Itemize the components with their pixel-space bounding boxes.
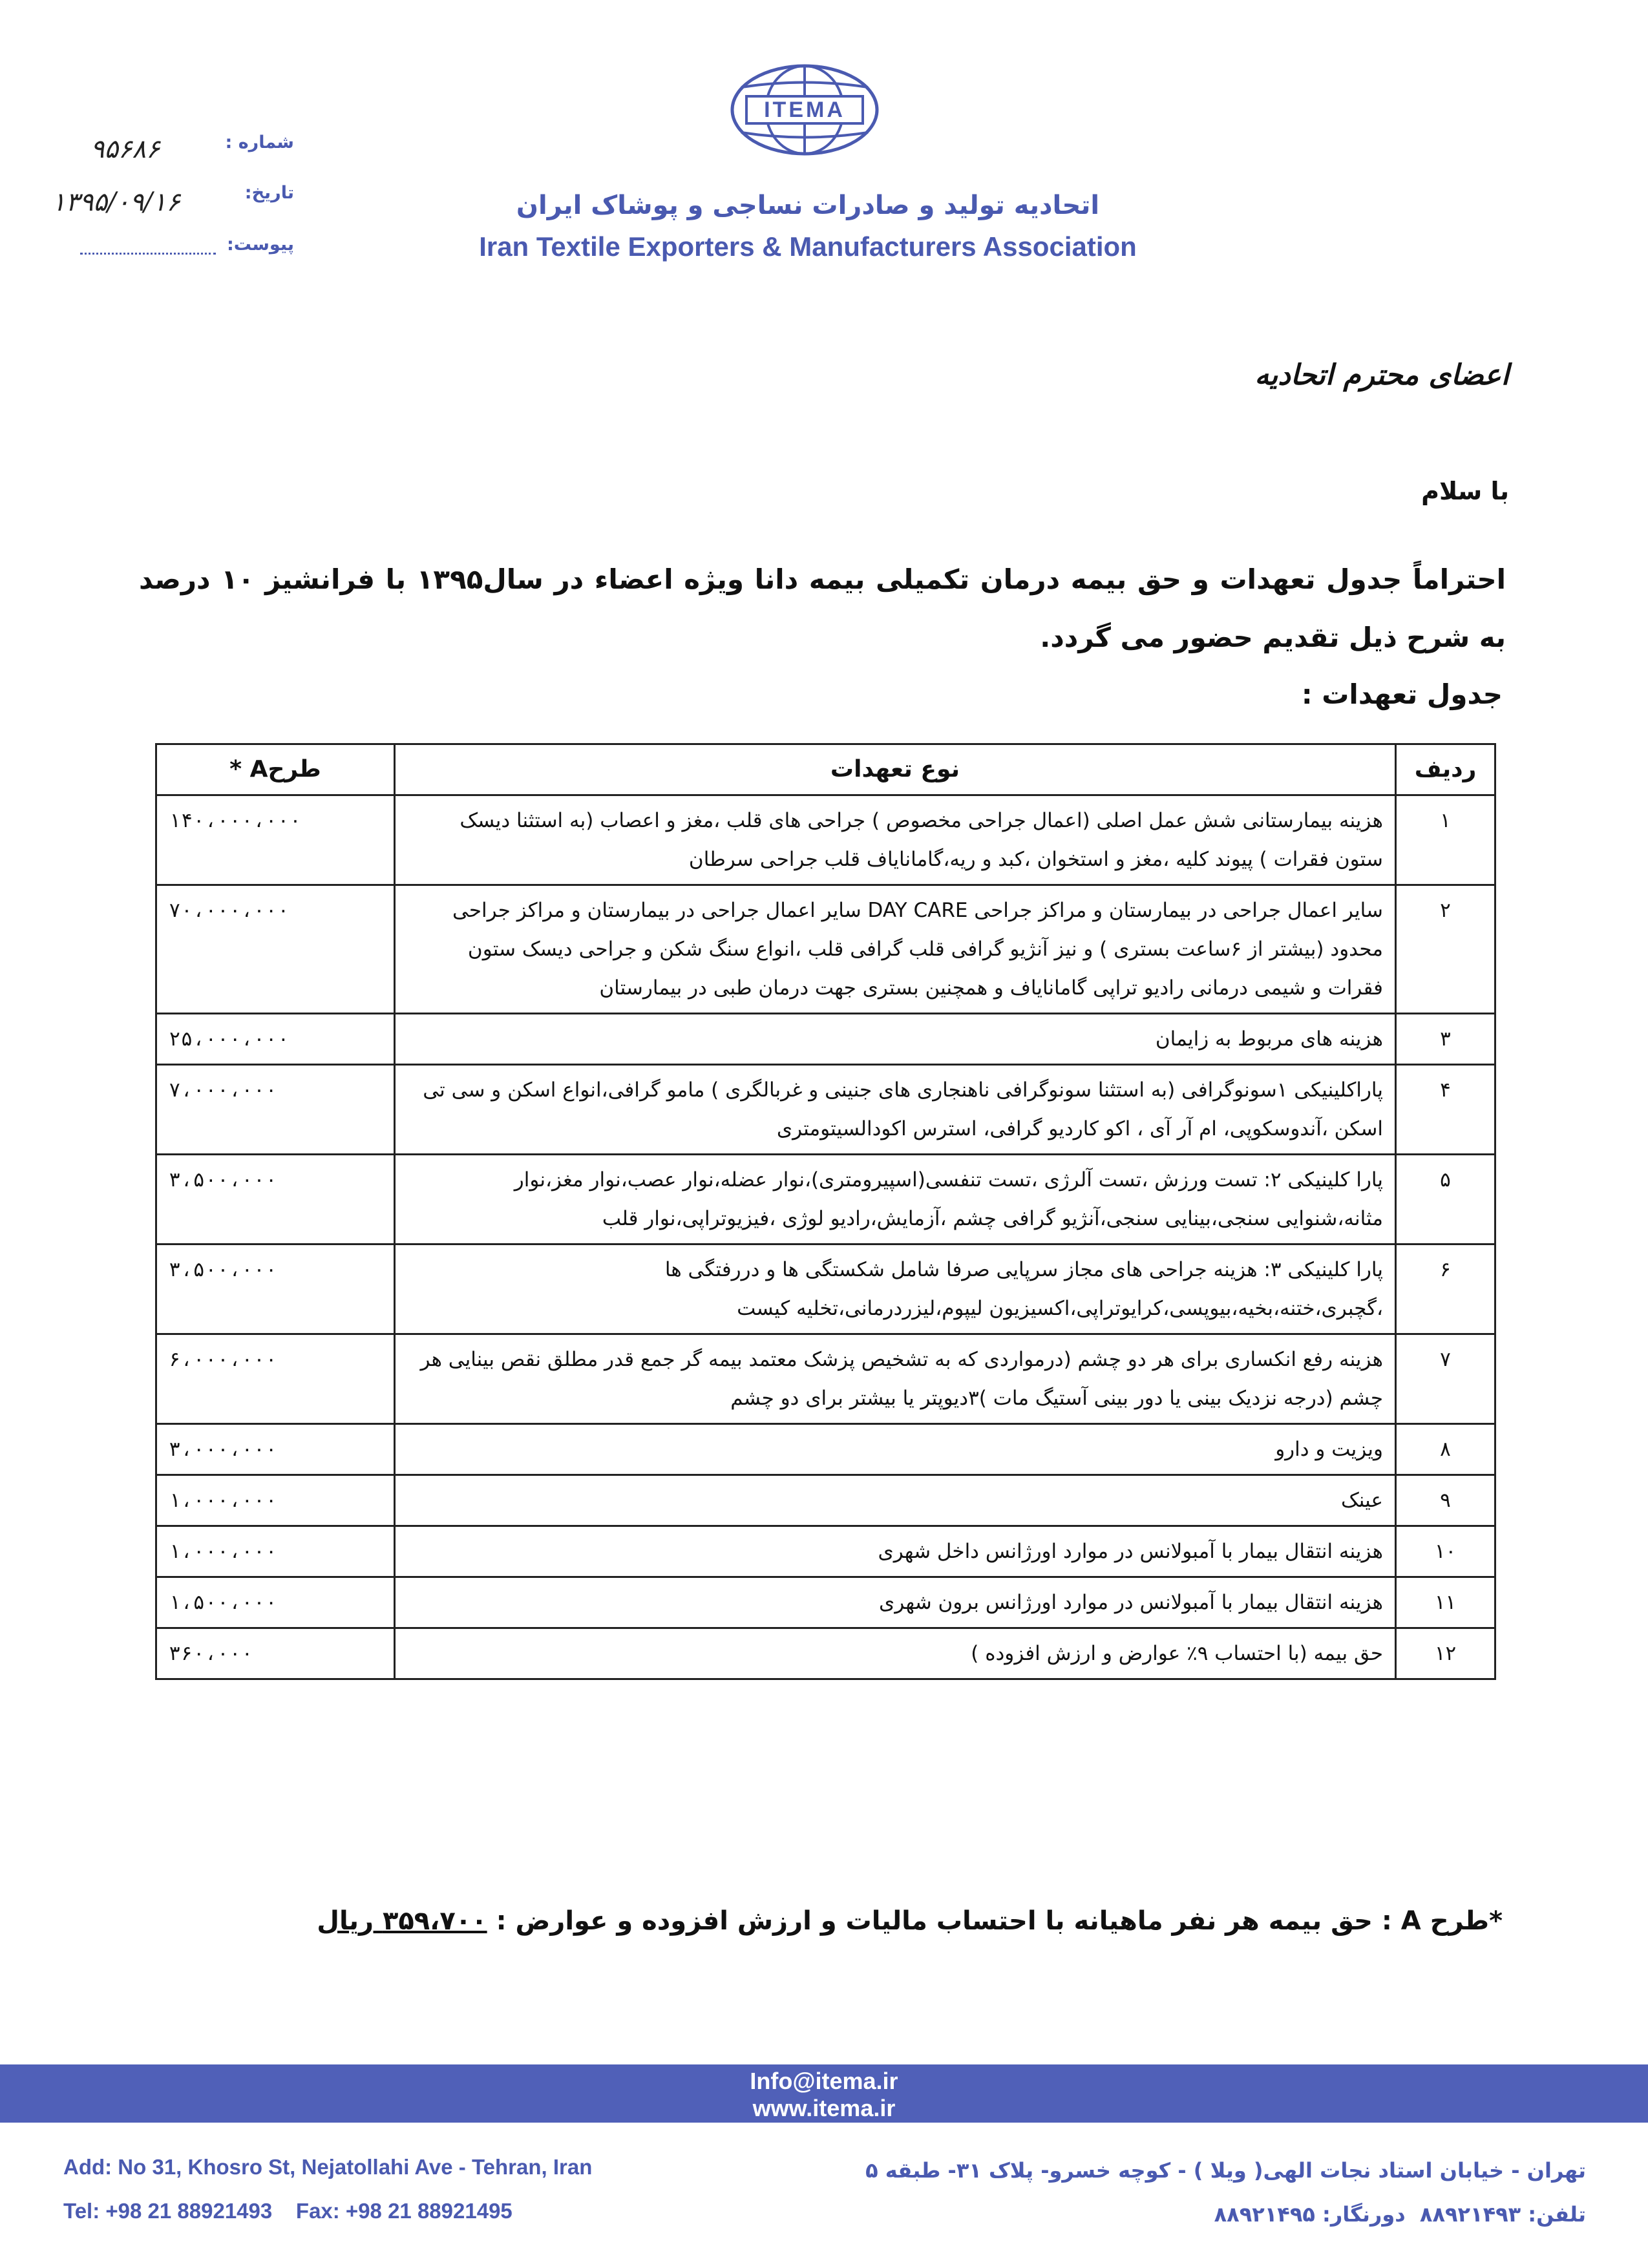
table-row xyxy=(156,1628,1495,1679)
footnote xyxy=(139,1906,1503,1936)
plan-a-amount: ۱،۰۰۰،۰۰۰ xyxy=(156,1526,395,1577)
header-plan-a: طرحA * xyxy=(156,744,395,795)
commitment-description: ویزیت و دارو xyxy=(395,1424,1396,1475)
greeting: با سلام xyxy=(1421,477,1509,505)
row-number: ۴ xyxy=(1396,1065,1495,1155)
date-label: تاریخ: xyxy=(244,183,294,203)
footer-address-en: Add: No 31, Khosro St, Nejatollahi Ave - Tehran, Iran xyxy=(63,2155,593,2179)
table-title: جدول تعهدات : xyxy=(1301,678,1503,710)
plan-a-amount: ۱۴۰،۰۰۰،۰۰۰ xyxy=(156,795,395,885)
org-name-fa: اتحادیه تولید و صادرات نساجی و پوشاک ایران xyxy=(516,191,1100,220)
commitment-description: هزینه بیمارستانی شش عمل اصلی (اعمال جراحی مخصوص ) جراحی های قلب ،مغز و اعصاب (به استثنا دیسک ستون فقرات ) پیوند کلیه ،مغز و استخوان ،کبد و ریه،گامانایاف قلب جراحی سرطان xyxy=(395,795,1396,885)
itema-logo xyxy=(727,61,882,158)
commitment-description: حق بیمه (با احتساب ۹٪ عوارض و ارزش افزوده ) xyxy=(395,1628,1396,1679)
table-header-row xyxy=(156,744,1495,795)
commitment-description: هزینه های مربوط به زایمان xyxy=(395,1014,1396,1065)
header-row-number: ردیف xyxy=(1396,744,1495,795)
plan-a-amount: ۷۰،۰۰۰،۰۰۰ xyxy=(156,885,395,1014)
row-number: ۱۲ xyxy=(1396,1628,1495,1679)
table-row xyxy=(156,1244,1495,1334)
commitment-description: هزینه رفع انکساری برای هر دو چشم (درمواردی که به تشخیص پزشک معتمد بیمه گر جمع قدر مطلق نقص بینایی هر چشم (درجه نزدیک بینی یا دور بینی آستیگ مات )۳دیوپتر یا بیشتر برای دو چشم xyxy=(395,1334,1396,1424)
table-row xyxy=(156,1155,1495,1244)
table-row xyxy=(156,1526,1495,1577)
row-number: ۷ xyxy=(1396,1334,1495,1424)
plan-a-amount: ۳،۵۰۰،۰۰۰ xyxy=(156,1244,395,1334)
row-number: ۱۱ xyxy=(1396,1577,1495,1628)
letter-body: احتراماً جدول تعهدات و حق بیمه درمان تکمیلی بیمه دانا ویژه اعضاء در سال۱۳۹۵ با فرانشیز ۱۰ درصد به شرح ذیل تقدیم حضور می گردد. xyxy=(139,563,1506,653)
row-number: ۱ xyxy=(1396,795,1495,885)
commitments-table xyxy=(155,743,1496,1680)
number-value: ۹۵۶۸۶ xyxy=(90,134,160,164)
row-number: ۱۰ xyxy=(1396,1526,1495,1577)
plan-a-amount: ۱،۰۰۰،۰۰۰ xyxy=(156,1475,395,1526)
table-row xyxy=(156,795,1495,885)
footer-phones-en: Tel: +98 21 88921493 Fax: +98 21 88921495 xyxy=(63,2199,512,2223)
table-row xyxy=(156,1065,1495,1155)
footer-address-fa: تهران - خیابان استاد نجات الهی( ویلا ) - کوچه خسرو- پلاک ۳۱- طبقه ۵ xyxy=(865,2158,1586,2183)
table-row xyxy=(156,1424,1495,1475)
plan-a-amount: ۲۵،۰۰۰،۰۰۰ xyxy=(156,1014,395,1065)
table-row xyxy=(156,885,1495,1014)
commitment-description: هزینه انتقال بیمار با آمبولانس در موارد اورژانس برون شهری xyxy=(395,1577,1396,1628)
plan-a-amount: ۱،۵۰۰،۰۰۰ xyxy=(156,1577,395,1628)
footnote-amount: ۳۵۹،۷۰۰ ریال xyxy=(317,1906,487,1936)
attachment-line xyxy=(80,253,216,255)
row-number: ۳ xyxy=(1396,1014,1495,1065)
row-number: ۶ xyxy=(1396,1244,1495,1334)
commitment-description: عینک xyxy=(395,1475,1396,1526)
commitment-description: پارا کلینیکی ۲: تست ورزش ،تست آلرژی ،تست تنفسی(اسپیرومتری)،نوار عضله،نوار عصب،نوار مغز،نوار مثانه،شنوایی سنجی،بینایی سنجی،آنژیو گرافی چشم ،آزمایش،رادیو لوژی ،فیزیوتراپی،نوار قلب xyxy=(395,1155,1396,1244)
plan-a-amount: ۷،۰۰۰،۰۰۰ xyxy=(156,1065,395,1155)
footer-website[interactable]: www.itema.ir xyxy=(752,2095,896,2121)
row-number: ۲ xyxy=(1396,885,1495,1014)
attachment-label: پیوست: xyxy=(226,235,294,255)
table-row xyxy=(156,1475,1495,1526)
plan-a-amount: ۳،۵۰۰،۰۰۰ xyxy=(156,1155,395,1244)
org-name-en: Iran Textile Exporters & Manufacturers Association xyxy=(479,231,1137,262)
commitment-description: سایر اعمال جراحی در بیمارستان و مراکز جراحی DAY CARE سایر اعمال جراحی در بیمارستان و مراکز جراحی محدود (بیشتر از ۶ساعت بستری ) و نیز آنژیو گرافی قلب گرافی قلب ،انواع سنگ شکن و جراحی دیسک ستون فقرات و شیمی درمانی رادیو تراپی گامانایاف و همچنین بستری جهت درمان طبی در بیمارستان xyxy=(395,885,1396,1014)
commitment-description: پاراکلینیکی ۱سونوگرافی (به استثنا سونوگرافی ناهنجاری های جنینی و غربالگری ) مامو گرافی،انواع اسکن و سی تی اسکن ،آندوسکوپی، ام آر آی ، اکو کاردیو گرافی، استرس اکودالسیتومتری xyxy=(395,1065,1396,1155)
table-row xyxy=(156,1577,1495,1628)
table-row xyxy=(156,1014,1495,1065)
plan-a-amount: ۳۶۰،۰۰۰ xyxy=(156,1628,395,1679)
footer-phones-fa: تلفن: ۸۸۹۲۱۴۹۳ دورنگار: ۸۸۹۲۱۴۹۵ xyxy=(1214,2202,1586,2227)
date-value: ۱۳۹۵/۰۹/۱۶ xyxy=(52,187,180,217)
header-commitment-type: نوع تعهدات xyxy=(395,744,1396,795)
plan-a-amount: ۳،۰۰۰،۰۰۰ xyxy=(156,1424,395,1475)
addressee: اعضای محترم اتحادیه xyxy=(1254,359,1509,392)
logo-text: ITEMA xyxy=(764,98,845,122)
footnote-text: *طرح A : حق بیمه هر نفر ماهیانه با احتساب مالیات و ارزش افزوده و عوارض : xyxy=(496,1906,1503,1936)
plan-a-amount: ۶،۰۰۰،۰۰۰ xyxy=(156,1334,395,1424)
commitment-description: هزینه انتقال بیمار با آمبولانس در موارد اورژانس داخل شهری xyxy=(395,1526,1396,1577)
number-label: شماره : xyxy=(225,132,294,152)
row-number: ۸ xyxy=(1396,1424,1495,1475)
table-row xyxy=(156,1334,1495,1424)
attachment-field xyxy=(61,235,294,255)
row-number: ۵ xyxy=(1396,1155,1495,1244)
commitment-description: پارا کلینیکی ۳: هزینه جراحی های مجاز سرپایی صرفا شامل شکستگی ها و دررفتگی ها ،گچبری،ختنه،بخیه،بیوپسی،کرایوتراپی،اکسیزیون لیپوم،لیزردرمانی،تخلیه کیست xyxy=(395,1244,1396,1334)
footer-email[interactable]: Info@itema.ir xyxy=(750,2068,898,2094)
row-number: ۹ xyxy=(1396,1475,1495,1526)
